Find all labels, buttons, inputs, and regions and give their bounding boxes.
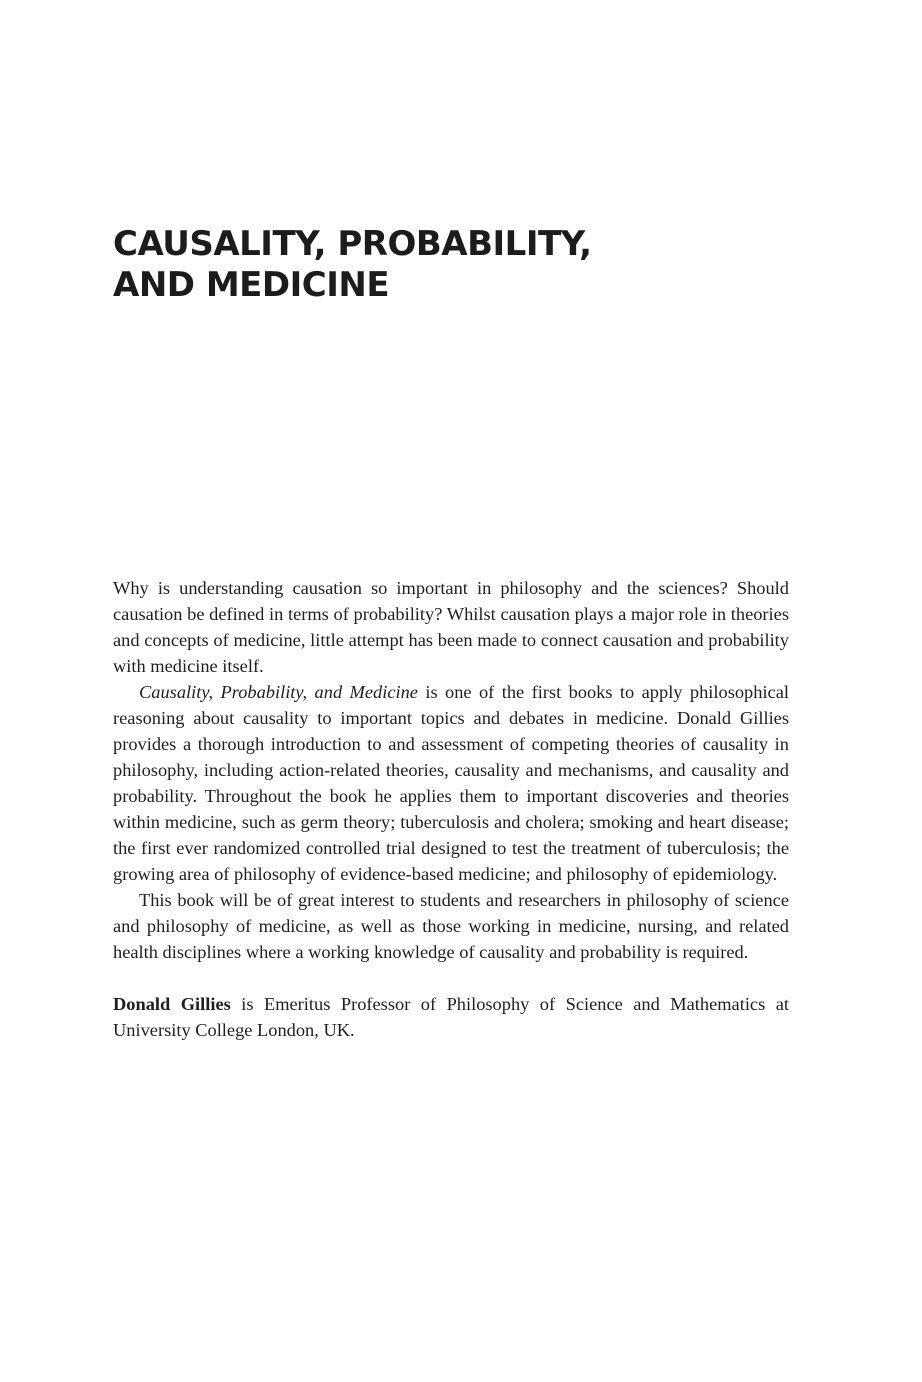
book-title-line-1: CAUSALITY, PROBABILITY, bbox=[113, 224, 592, 264]
description-paragraph-2-text: is one of the first books to apply philosophical reasoning about causality to important topics and debates in medicine. Donald Gillies provides a thorough introduction to and assessment of competing theories of causality in philosophy, including action-related theories, causality and mechanisms, and causality and probability. Throughout the book he applies them to important discoveries and theories within medicine, such as germ theory; tuberculosis and cholera; smoking and heart disease; the first ever randomized controlled trial designed to test the treatment of tuberculosis; the growing area of philosophy of evidence-based medicine; and philosophy of epidemiology. bbox=[113, 682, 789, 884]
book-description bbox=[113, 575, 789, 1043]
author-bio-text: is Emeritus Professor of Philosophy of Science and Mathematics at University College London, UK. bbox=[113, 994, 789, 1040]
description-paragraph-3: This book will be of great interest to students and researchers in philosophy of science and philosophy of medicine, as well as those working in medicine, nursing, and related health disciplines where a working knowledge of causality and probability is required. bbox=[113, 890, 789, 962]
book-title-line-2: AND MEDICINE bbox=[113, 265, 390, 305]
book-title-italic: Causality, Probability, and Medicine bbox=[139, 682, 418, 702]
book-title bbox=[113, 224, 713, 306]
author-bio bbox=[113, 991, 789, 1043]
description-paragraph-1: Why is understanding causation so important in philosophy and the sciences? Should causation be defined in terms of probability? Whilst causation plays a major role in theories and concepts of medicine, little attempt has been made to connect causation and probability with medicine itself. bbox=[113, 578, 789, 676]
author-name: Donald Gillies bbox=[113, 994, 231, 1014]
description-paragraph-2 bbox=[113, 679, 789, 887]
